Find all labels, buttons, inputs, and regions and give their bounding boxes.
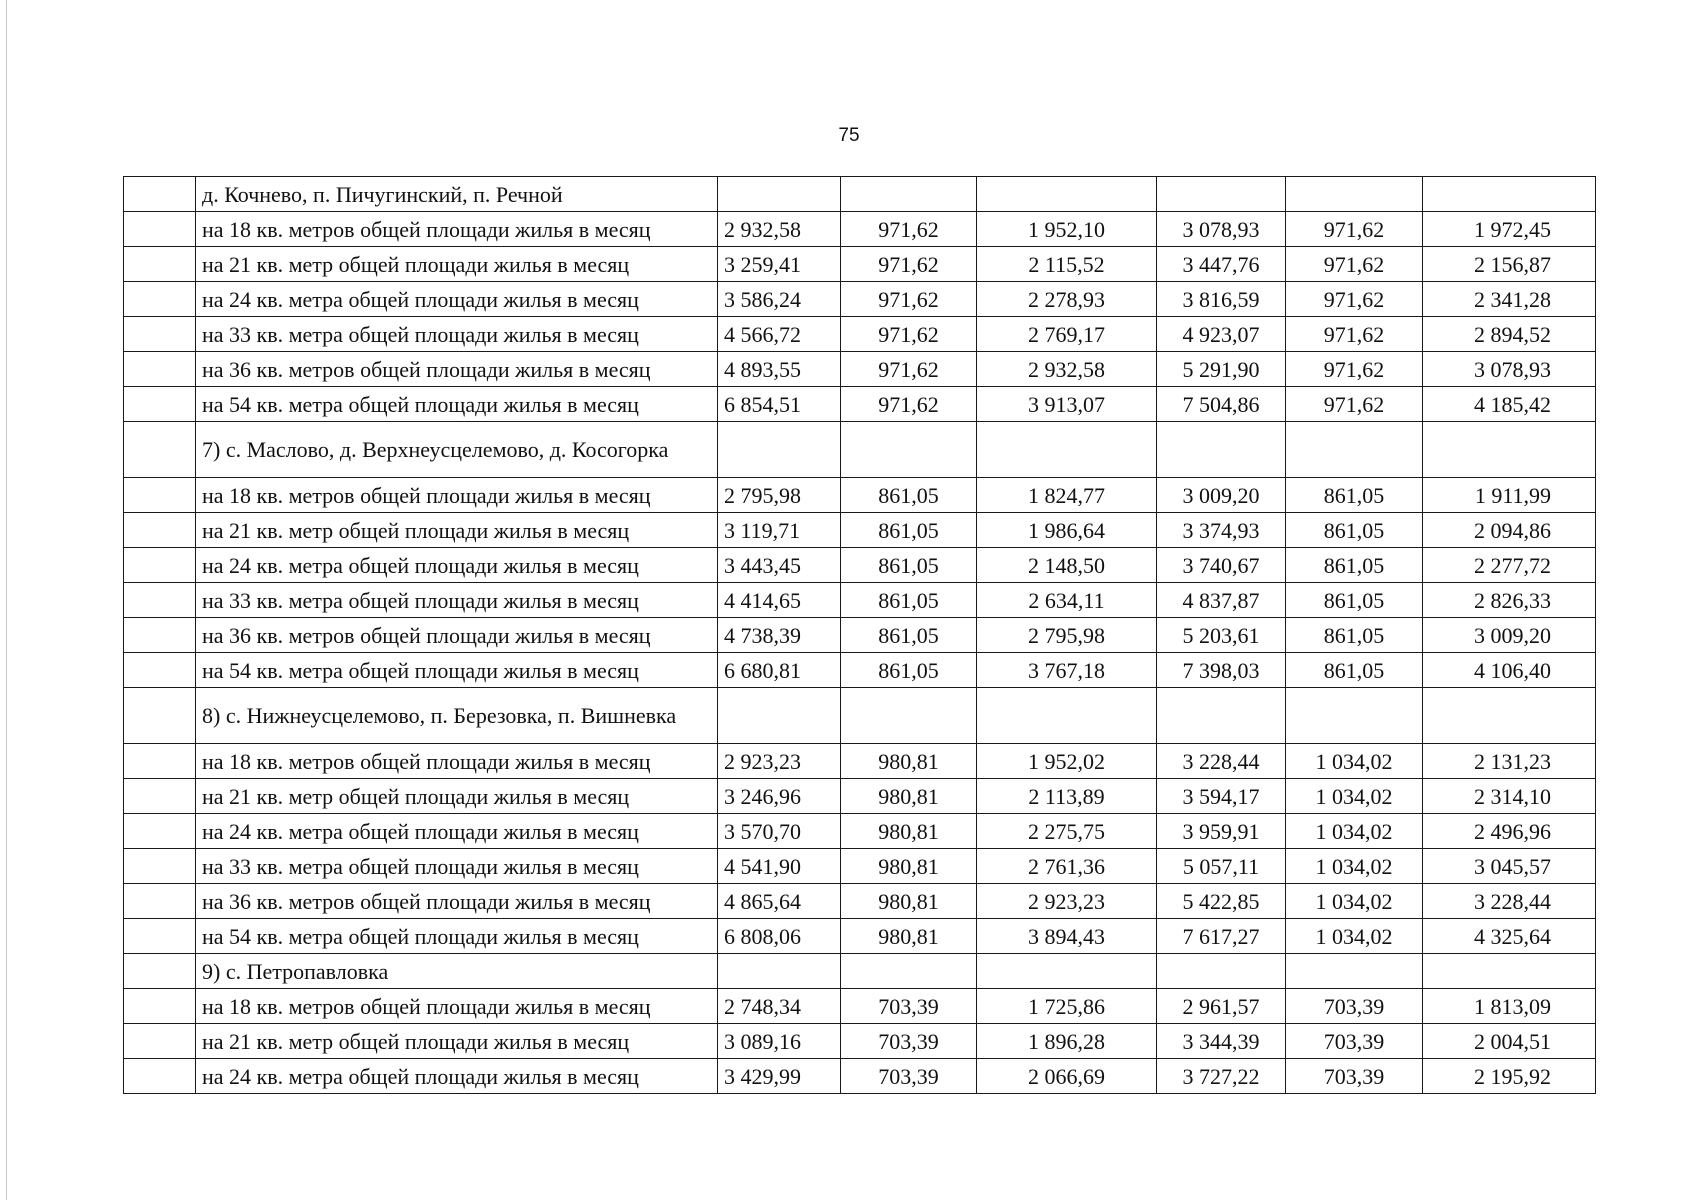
value-cell-col3: 2 115,52 [977, 247, 1157, 282]
index-cell [124, 177, 196, 212]
section-heading: д. Кочнево, п. Пичугинский, п. Речной [196, 177, 718, 212]
value-cell-col5: 861,05 [1286, 513, 1423, 548]
index-cell [124, 282, 196, 317]
value-cell-col6: 2 314,10 [1423, 779, 1596, 814]
value-cell-col5 [1286, 177, 1423, 212]
index-cell [124, 653, 196, 688]
row-label: на 24 кв. метра общей площади жилья в месяц [196, 548, 718, 583]
value-cell-col5: 1 034,02 [1286, 744, 1423, 779]
value-cell-col2: 980,81 [841, 779, 977, 814]
table-row [124, 779, 1596, 814]
index-cell [124, 779, 196, 814]
value-cell-col4 [1157, 688, 1286, 744]
value-cell-col4: 3 447,76 [1157, 247, 1286, 282]
index-cell [124, 212, 196, 247]
row-label: на 24 кв. метра общей площади жилья в месяц [196, 282, 718, 317]
index-cell [124, 513, 196, 548]
value-cell-col6: 2 094,86 [1423, 513, 1596, 548]
value-cell-col3: 1 952,10 [977, 212, 1157, 247]
table-row [124, 884, 1596, 919]
value-cell-col3: 2 923,23 [977, 884, 1157, 919]
value-cell-col3: 1 896,28 [977, 1024, 1157, 1059]
value-cell-col2: 861,05 [841, 583, 977, 618]
value-cell-col3: 2 148,50 [977, 548, 1157, 583]
value-cell-col1: 3 570,70 [718, 814, 841, 849]
value-cell-col3: 3 894,43 [977, 919, 1157, 954]
value-cell-col3: 2 761,36 [977, 849, 1157, 884]
value-cell-col1: 4 865,64 [718, 884, 841, 919]
index-cell [124, 478, 196, 513]
section-heading: 7) с. Маслово, д. Верхнеусцелемово, д. Косогорка [196, 422, 718, 478]
row-label: на 24 кв. метра общей площади жилья в месяц [196, 814, 718, 849]
value-cell-col4: 4 923,07 [1157, 317, 1286, 352]
value-cell-col1: 3 259,41 [718, 247, 841, 282]
row-label: на 33 кв. метра общей площади жилья в месяц [196, 583, 718, 618]
table-row [124, 247, 1596, 282]
value-cell-col2: 971,62 [841, 317, 977, 352]
value-cell-col2: 980,81 [841, 744, 977, 779]
index-cell [124, 387, 196, 422]
value-cell-col4: 3 374,93 [1157, 513, 1286, 548]
value-cell-col2: 980,81 [841, 849, 977, 884]
value-cell-col5: 1 034,02 [1286, 779, 1423, 814]
page-number: 75 [838, 125, 860, 146]
row-label: на 33 кв. метра общей площади жилья в месяц [196, 317, 718, 352]
value-cell-col4: 3 228,44 [1157, 744, 1286, 779]
index-cell [124, 814, 196, 849]
value-cell-col3 [977, 688, 1157, 744]
value-cell-col5: 971,62 [1286, 387, 1423, 422]
value-cell-col1: 3 586,24 [718, 282, 841, 317]
row-label: на 36 кв. метров общей площади жилья в месяц [196, 884, 718, 919]
value-cell-col2 [841, 177, 977, 212]
value-cell-col2 [841, 688, 977, 744]
value-cell-col3: 2 795,98 [977, 618, 1157, 653]
table-row [124, 478, 1596, 513]
table-row [124, 548, 1596, 583]
value-cell-col2: 971,62 [841, 282, 977, 317]
index-cell [124, 1024, 196, 1059]
row-label: на 18 кв. метров общей площади жилья в месяц [196, 744, 718, 779]
value-cell-col4: 3 344,39 [1157, 1024, 1286, 1059]
value-cell-col4: 5 203,61 [1157, 618, 1286, 653]
value-cell-col4: 7 617,27 [1157, 919, 1286, 954]
value-cell-col6 [1423, 177, 1596, 212]
value-cell-col5: 703,39 [1286, 1059, 1423, 1094]
value-cell-col1: 2 923,23 [718, 744, 841, 779]
value-cell-col4: 7 504,86 [1157, 387, 1286, 422]
index-cell [124, 989, 196, 1024]
value-cell-col6 [1423, 422, 1596, 478]
value-cell-col3: 2 932,58 [977, 352, 1157, 387]
value-cell-col2: 971,62 [841, 212, 977, 247]
value-cell-col1: 4 893,55 [718, 352, 841, 387]
table-row [124, 744, 1596, 779]
table-row [124, 282, 1596, 317]
value-cell-col3: 2 769,17 [977, 317, 1157, 352]
row-label: на 21 кв. метр общей площади жилья в месяц [196, 779, 718, 814]
value-cell-col5: 703,39 [1286, 989, 1423, 1024]
value-cell-col1: 3 429,99 [718, 1059, 841, 1094]
row-label: на 54 кв. метра общей площади жилья в месяц [196, 919, 718, 954]
value-cell-col1: 3 443,45 [718, 548, 841, 583]
value-cell-col4: 3 740,67 [1157, 548, 1286, 583]
value-cell-col4 [1157, 954, 1286, 989]
section-heading-row [124, 177, 1596, 212]
value-cell-col1: 2 795,98 [718, 478, 841, 513]
tariff-table [123, 176, 1596, 1094]
value-cell-col4: 2 961,57 [1157, 989, 1286, 1024]
value-cell-col5: 861,05 [1286, 618, 1423, 653]
value-cell-col3: 1 824,77 [977, 478, 1157, 513]
value-cell-col2: 703,39 [841, 989, 977, 1024]
table-row [124, 352, 1596, 387]
value-cell-col6: 3 228,44 [1423, 884, 1596, 919]
section-heading: 9) с. Петропавловка [196, 954, 718, 989]
table-row [124, 653, 1596, 688]
value-cell-col2: 861,05 [841, 653, 977, 688]
value-cell-col5: 1 034,02 [1286, 814, 1423, 849]
row-label: на 24 кв. метра общей площади жилья в месяц [196, 1059, 718, 1094]
table-row [124, 212, 1596, 247]
table-row [124, 317, 1596, 352]
value-cell-col2: 861,05 [841, 513, 977, 548]
table-row [124, 1024, 1596, 1059]
value-cell-col4 [1157, 422, 1286, 478]
index-cell [124, 548, 196, 583]
table-row [124, 989, 1596, 1024]
page-edge-line [6, 0, 7, 1200]
index-cell [124, 247, 196, 282]
value-cell-col2: 861,05 [841, 478, 977, 513]
value-cell-col6: 1 911,99 [1423, 478, 1596, 513]
row-label: на 21 кв. метр общей площади жилья в месяц [196, 1024, 718, 1059]
value-cell-col3: 2 634,11 [977, 583, 1157, 618]
row-label: на 54 кв. метра общей площади жилья в месяц [196, 653, 718, 688]
value-cell-col6: 1 813,09 [1423, 989, 1596, 1024]
row-label: на 33 кв. метра общей площади жилья в месяц [196, 849, 718, 884]
index-cell [124, 422, 196, 478]
row-label: на 18 кв. метров общей площади жилья в месяц [196, 478, 718, 513]
value-cell-col5 [1286, 954, 1423, 989]
value-cell-col6: 4 325,64 [1423, 919, 1596, 954]
value-cell-col3 [977, 422, 1157, 478]
value-cell-col6: 2 004,51 [1423, 1024, 1596, 1059]
value-cell-col6: 2 496,96 [1423, 814, 1596, 849]
value-cell-col5: 1 034,02 [1286, 919, 1423, 954]
index-cell [124, 1059, 196, 1094]
value-cell-col6: 2 894,52 [1423, 317, 1596, 352]
index-cell [124, 849, 196, 884]
row-label: на 21 кв. метр общей площади жилья в месяц [196, 513, 718, 548]
value-cell-col5: 971,62 [1286, 317, 1423, 352]
value-cell-col5: 861,05 [1286, 548, 1423, 583]
row-label: на 18 кв. метров общей площади жилья в месяц [196, 212, 718, 247]
value-cell-col6: 3 078,93 [1423, 352, 1596, 387]
table-row [124, 583, 1596, 618]
value-cell-col4: 4 837,87 [1157, 583, 1286, 618]
row-label: на 18 кв. метров общей площади жилья в месяц [196, 989, 718, 1024]
value-cell-col1: 3 119,71 [718, 513, 841, 548]
value-cell-col4: 5 422,85 [1157, 884, 1286, 919]
table-row [124, 814, 1596, 849]
index-cell [124, 884, 196, 919]
value-cell-col4: 3 959,91 [1157, 814, 1286, 849]
value-cell-col1: 6 680,81 [718, 653, 841, 688]
value-cell-col6: 4 185,42 [1423, 387, 1596, 422]
section-heading-row [124, 422, 1596, 478]
value-cell-col1: 6 808,06 [718, 919, 841, 954]
value-cell-col2: 980,81 [841, 919, 977, 954]
value-cell-col1: 4 566,72 [718, 317, 841, 352]
value-cell-col5: 971,62 [1286, 212, 1423, 247]
value-cell-col5: 703,39 [1286, 1024, 1423, 1059]
value-cell-col1: 6 854,51 [718, 387, 841, 422]
value-cell-col5: 971,62 [1286, 247, 1423, 282]
value-cell-col5: 861,05 [1286, 653, 1423, 688]
value-cell-col2: 861,05 [841, 548, 977, 583]
value-cell-col6: 2 826,33 [1423, 583, 1596, 618]
value-cell-col3: 2 275,75 [977, 814, 1157, 849]
value-cell-col1 [718, 177, 841, 212]
value-cell-col3: 2 113,89 [977, 779, 1157, 814]
value-cell-col3: 2 278,93 [977, 282, 1157, 317]
value-cell-col6: 2 195,92 [1423, 1059, 1596, 1094]
value-cell-col4: 3 727,22 [1157, 1059, 1286, 1094]
value-cell-col5 [1286, 422, 1423, 478]
value-cell-col4: 3 594,17 [1157, 779, 1286, 814]
value-cell-col6 [1423, 688, 1596, 744]
index-cell [124, 317, 196, 352]
value-cell-col2 [841, 954, 977, 989]
value-cell-col3: 1 986,64 [977, 513, 1157, 548]
value-cell-col4: 3 078,93 [1157, 212, 1286, 247]
value-cell-col6: 2 131,23 [1423, 744, 1596, 779]
value-cell-col6: 3 009,20 [1423, 618, 1596, 653]
value-cell-col5: 1 034,02 [1286, 884, 1423, 919]
value-cell-col4 [1157, 177, 1286, 212]
value-cell-col2: 703,39 [841, 1024, 977, 1059]
table-row [124, 919, 1596, 954]
value-cell-col1: 4 414,65 [718, 583, 841, 618]
section-heading-row [124, 954, 1596, 989]
row-label: на 36 кв. метров общей площади жилья в месяц [196, 618, 718, 653]
value-cell-col6: 2 341,28 [1423, 282, 1596, 317]
value-cell-col3: 3 913,07 [977, 387, 1157, 422]
value-cell-col4: 5 291,90 [1157, 352, 1286, 387]
value-cell-col1: 3 089,16 [718, 1024, 841, 1059]
index-cell [124, 583, 196, 618]
value-cell-col6: 2 156,87 [1423, 247, 1596, 282]
value-cell-col5: 861,05 [1286, 478, 1423, 513]
value-cell-col3 [977, 177, 1157, 212]
table-row [124, 618, 1596, 653]
value-cell-col1: 4 541,90 [718, 849, 841, 884]
value-cell-col1: 4 738,39 [718, 618, 841, 653]
index-cell [124, 744, 196, 779]
value-cell-col1: 2 932,58 [718, 212, 841, 247]
table-row [124, 849, 1596, 884]
table-row [124, 1059, 1596, 1094]
section-heading-row [124, 688, 1596, 744]
value-cell-col2: 971,62 [841, 247, 977, 282]
value-cell-col6: 4 106,40 [1423, 653, 1596, 688]
value-cell-col2 [841, 422, 977, 478]
index-cell [124, 352, 196, 387]
value-cell-col1 [718, 422, 841, 478]
value-cell-col4: 3 816,59 [1157, 282, 1286, 317]
value-cell-col6: 2 277,72 [1423, 548, 1596, 583]
value-cell-col5: 971,62 [1286, 282, 1423, 317]
table-row [124, 513, 1596, 548]
value-cell-col3: 3 767,18 [977, 653, 1157, 688]
value-cell-col6: 3 045,57 [1423, 849, 1596, 884]
index-cell [124, 954, 196, 989]
value-cell-col6 [1423, 954, 1596, 989]
value-cell-col2: 971,62 [841, 352, 977, 387]
value-cell-col4: 5 057,11 [1157, 849, 1286, 884]
value-cell-col3: 1 952,02 [977, 744, 1157, 779]
value-cell-col3 [977, 954, 1157, 989]
table-row [124, 387, 1596, 422]
value-cell-col3: 2 066,69 [977, 1059, 1157, 1094]
value-cell-col5: 861,05 [1286, 583, 1423, 618]
value-cell-col1: 2 748,34 [718, 989, 841, 1024]
value-cell-col2: 980,81 [841, 884, 977, 919]
value-cell-col2: 971,62 [841, 387, 977, 422]
value-cell-col4: 7 398,03 [1157, 653, 1286, 688]
index-cell [124, 688, 196, 744]
value-cell-col5: 1 034,02 [1286, 849, 1423, 884]
value-cell-col4: 3 009,20 [1157, 478, 1286, 513]
value-cell-col2: 861,05 [841, 618, 977, 653]
value-cell-col1: 3 246,96 [718, 779, 841, 814]
index-cell [124, 919, 196, 954]
value-cell-col2: 980,81 [841, 814, 977, 849]
row-label: на 54 кв. метра общей площади жилья в месяц [196, 387, 718, 422]
value-cell-col5: 971,62 [1286, 352, 1423, 387]
value-cell-col1 [718, 954, 841, 989]
section-heading: 8) с. Нижнеусцелемово, п. Березовка, п. Вишневка [196, 688, 718, 744]
tariff-table-body [124, 177, 1596, 1094]
row-label: на 36 кв. метров общей площади жилья в месяц [196, 352, 718, 387]
index-cell [124, 618, 196, 653]
value-cell-col3: 1 725,86 [977, 989, 1157, 1024]
value-cell-col5 [1286, 688, 1423, 744]
value-cell-col6: 1 972,45 [1423, 212, 1596, 247]
value-cell-col2: 703,39 [841, 1059, 977, 1094]
row-label: на 21 кв. метр общей площади жилья в месяц [196, 247, 718, 282]
value-cell-col1 [718, 688, 841, 744]
